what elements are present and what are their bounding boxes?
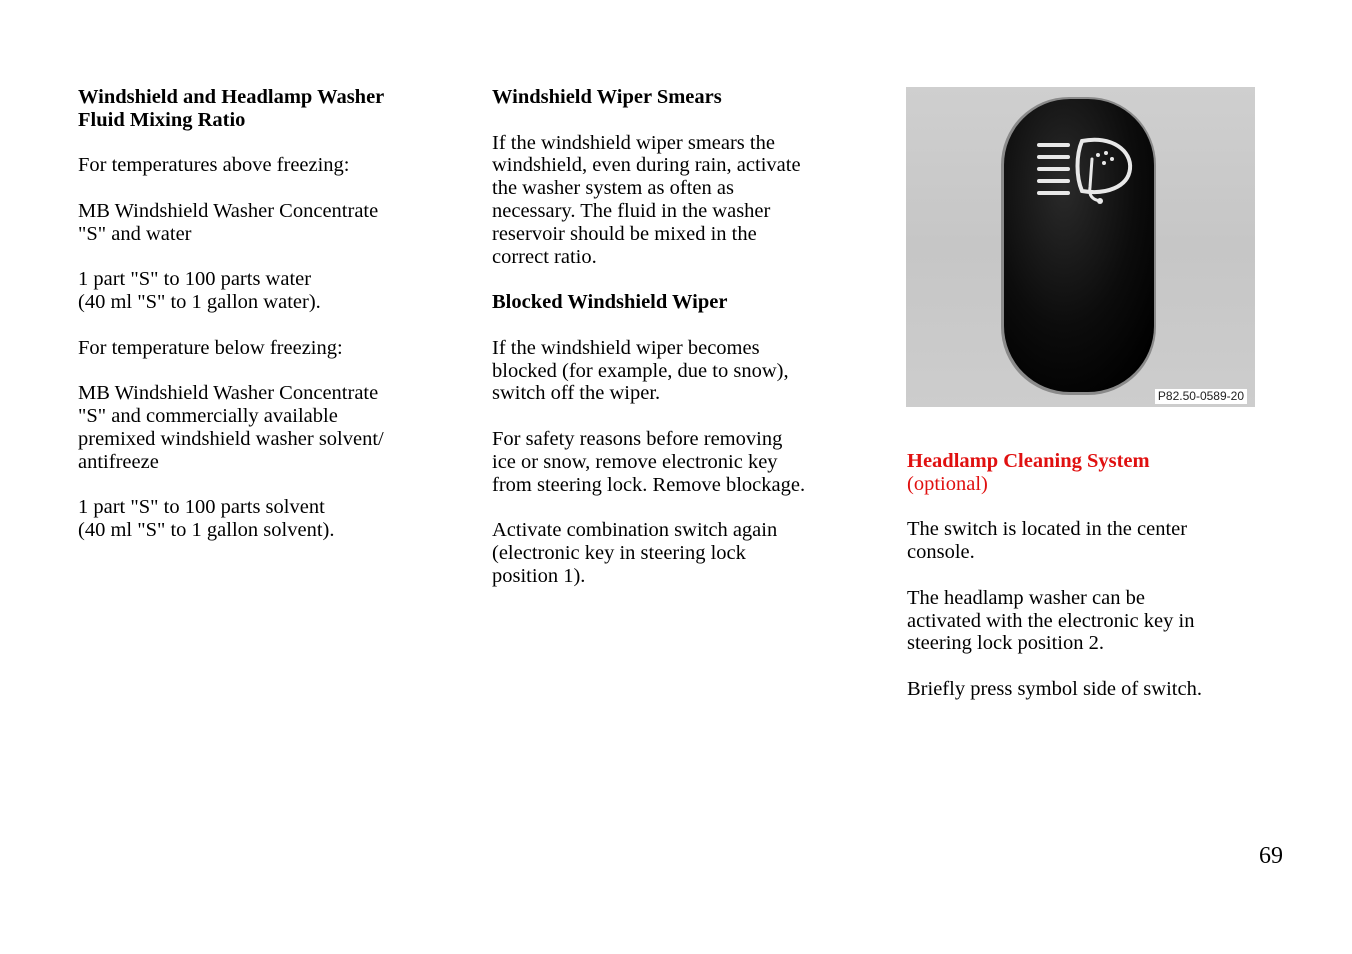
- paragraph: 1 part "S" to 100 parts water (40 ml "S" to 1 gallon water).: [78, 268, 321, 314]
- switch-rocker: [1004, 99, 1154, 392]
- section-heading-mixing-ratio: Windshield and Headlamp Washer Fluid Mixing Ratio: [78, 86, 385, 131]
- paragraph: The headlamp washer can be activated with the electronic key in steering lock position 2.: [907, 586, 1195, 655]
- headlamp-washer-switch-photo: [906, 87, 1255, 407]
- page-number: 69: [1259, 843, 1283, 869]
- section-heading-blocked-wiper: Blocked Windshield Wiper: [492, 291, 728, 314]
- optional-label: (optional): [907, 472, 988, 495]
- paragraph: Briefly press symbol side of switch.: [907, 677, 1202, 700]
- switch-illustration: [906, 87, 1255, 407]
- paragraph: 1 part "S" to 100 parts solvent (40 ml "S" to 1 gallon solvent).: [78, 496, 335, 542]
- paragraph: MB Windshield Washer Concentrate "S" and water: [78, 199, 379, 245]
- paragraph: If the windshield wiper smears the windshield, even during rain, activate the washer system as often as necessary. The fluid in the washer reservoir should be mixed in the correct ratio.: [492, 131, 801, 268]
- paragraph: The switch is located in the center console.: [907, 518, 1188, 564]
- paragraph: For temperature below freezing:: [78, 336, 343, 359]
- section-heading-headlamp-cleaning: Headlamp Cleaning System: [907, 450, 1150, 472]
- paragraph: For temperatures above freezing:: [78, 154, 350, 177]
- paragraph: For safety reasons before removing ice or snow, remove electronic key from steering lock. Remove blockage.: [492, 427, 806, 496]
- figure-code: P82.50-0589-20: [1155, 389, 1247, 404]
- paragraph: Activate combination switch again (electronic key in steering lock position 1).: [492, 519, 778, 587]
- column-headlamp-cleaning: [907, 450, 1267, 724]
- column-wiper-issues: [492, 86, 872, 610]
- paragraph: If the windshield wiper becomes blocked (for example, due to snow), switch off the wiper.: [492, 336, 789, 405]
- paragraph: MB Windshield Washer Concentrate "S" and commercially available premixed windshield washer solvent/ antifreeze: [78, 382, 384, 473]
- section-heading-wiper-smears: Windshield Wiper Smears: [492, 86, 722, 108]
- column-washer-fluid-ratio: [78, 86, 448, 565]
